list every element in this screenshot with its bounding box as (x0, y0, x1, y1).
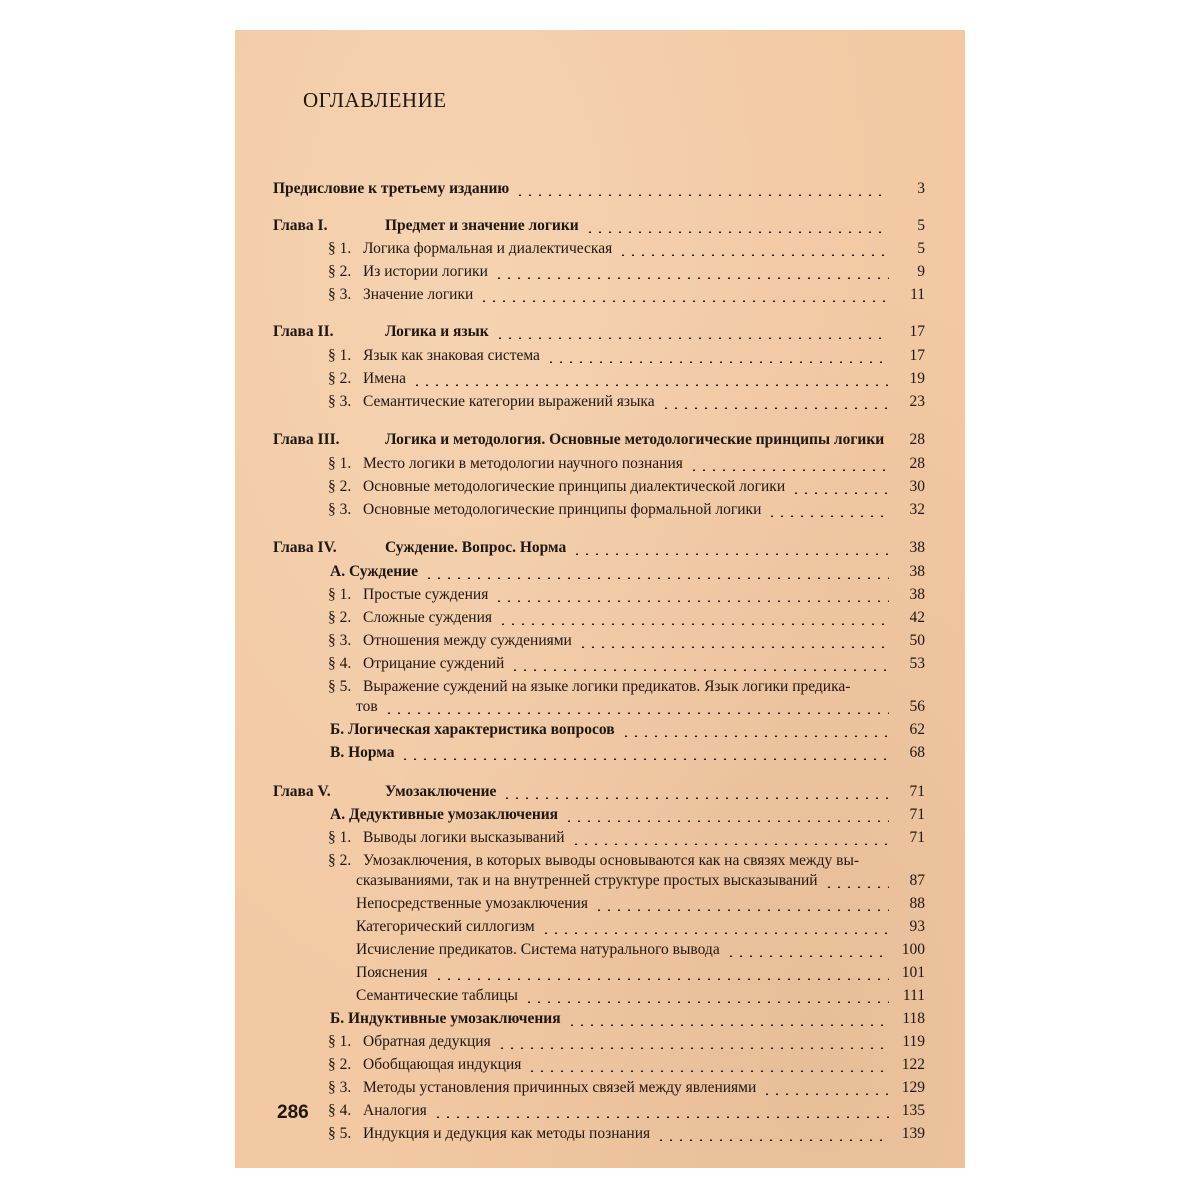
toc-entry (235, 368, 965, 390)
dot-leader (546, 361, 889, 363)
page-title: ОГЛАВЛЕНИЕ (303, 88, 447, 112)
entry-page-number: 19 (909, 370, 925, 387)
toc-entry (235, 781, 965, 803)
entry-title: тов (356, 698, 378, 715)
dot-leader (384, 712, 889, 714)
section-label: § 2. (328, 370, 352, 387)
dot-leader (498, 623, 889, 625)
dot-leader (689, 469, 889, 471)
page-number: 286 (277, 1102, 309, 1123)
toc-entry (235, 215, 965, 237)
section-label: § 3. (328, 501, 352, 518)
toc-entry (235, 893, 965, 915)
toc-entry (235, 850, 965, 872)
entry-page-number: 38 (909, 539, 925, 556)
entry-page-number: 119 (902, 1033, 925, 1050)
entry-page-number: 9 (917, 263, 925, 280)
entry-page-number: 30 (909, 478, 925, 495)
entry-page-number: 42 (909, 609, 925, 626)
entry-page-number: 139 (901, 1125, 925, 1142)
toc-entry (235, 321, 965, 343)
section-label: § 1. (328, 455, 352, 472)
entry-page-number: 23 (909, 393, 925, 410)
section-label: § 1. (328, 1033, 352, 1050)
entry-title: Логика и язык (385, 323, 489, 340)
chapter-label: Глава V. (273, 783, 331, 800)
entry-page-number: 3 (917, 180, 925, 197)
section-label: § 3. (328, 632, 352, 649)
toc-entry (235, 870, 965, 892)
entry-title: Предмет и значение логики (385, 217, 579, 234)
entry-title: А. Дедуктивные умозаключения (330, 806, 559, 823)
toc-entry (235, 499, 965, 521)
entry-title: Обратная дедукция (363, 1033, 491, 1050)
entry-page-number: 71 (909, 783, 925, 800)
entry-title: Основные методологические принципы формальной логики (363, 501, 762, 518)
dot-leader (479, 300, 889, 302)
dot-leader (541, 932, 889, 934)
toc-entry (235, 345, 965, 367)
section-label: § 2. (328, 609, 352, 626)
entry-title: Логика формальная и диалектическая (363, 240, 613, 257)
entry-page-number: 68 (909, 744, 925, 761)
book-page (235, 30, 965, 1168)
entry-title: Сложные суждения (363, 609, 493, 626)
dot-leader (412, 384, 889, 386)
section-label: § 3. (328, 1079, 352, 1096)
entry-title: А. Суждение (330, 563, 418, 580)
toc-entry (235, 261, 965, 283)
entry-title: Значение логики (363, 286, 474, 303)
dot-leader (791, 492, 889, 494)
entry-page-number: 5 (917, 240, 925, 257)
toc-entry (235, 584, 965, 606)
entry-page-number: 71 (909, 829, 925, 846)
toc-entry (235, 607, 965, 629)
toc-entry (235, 630, 965, 652)
entry-page-number: 17 (909, 323, 925, 340)
entry-title: Логика и методология. Основные методологические принципы логики (385, 431, 885, 448)
toc-entry (235, 804, 965, 826)
entry-page-number: 53 (909, 655, 925, 672)
entry-title: В. Норма (330, 744, 395, 761)
entry-page-number: 118 (902, 1010, 925, 1027)
entry-title: Предисловие к третьему изданию (273, 180, 510, 197)
toc-entry (235, 391, 965, 413)
dot-leader (824, 886, 889, 888)
dot-leader (564, 820, 889, 822)
toc-entry (235, 962, 965, 984)
entry-title: Выводы логики высказываний (363, 829, 565, 846)
entry-title: Имена (363, 370, 407, 387)
toc-entry (235, 284, 965, 306)
toc-entry (235, 429, 965, 451)
dot-leader (502, 797, 889, 799)
entry-title: Умозаключения, в которых выводы основываются как на связях между вы- (363, 852, 860, 869)
entry-page-number: 5 (917, 217, 925, 234)
toc-entry (235, 696, 965, 718)
entry-title: Семантические категории выражений языка (363, 393, 655, 410)
entry-title: Аналогия (363, 1102, 427, 1119)
entry-page-number: 71 (909, 806, 925, 823)
entry-page-number: 50 (909, 632, 925, 649)
section-label: § 5. (328, 1125, 352, 1142)
entry-page-number: 28 (909, 455, 925, 472)
dot-leader (510, 669, 889, 671)
section-label: § 2. (328, 263, 352, 280)
dot-leader (585, 231, 889, 233)
entry-page-number: 56 (909, 698, 925, 715)
dot-leader (762, 1093, 889, 1095)
section-label: § 4. (328, 655, 352, 672)
dot-leader (621, 735, 889, 737)
entry-page-number: 38 (909, 563, 925, 580)
dot-leader (400, 758, 889, 760)
toc-entry (235, 1077, 965, 1099)
toc-entry (235, 476, 965, 498)
section-label: § 1. (328, 347, 352, 364)
entry-title: Семантические таблицы (356, 987, 518, 1004)
entry-page-number: 135 (901, 1102, 925, 1119)
toc-entry (235, 1100, 965, 1122)
toc-entry (235, 742, 965, 764)
toc-entry (235, 238, 965, 260)
entry-page-number: 17 (909, 347, 925, 364)
entry-page-number: 129 (901, 1079, 925, 1096)
entry-title: сказываниями, так и на внутренней структуре простых высказываний (356, 872, 818, 889)
section-label: § 1. (328, 829, 352, 846)
entry-page-number: 87 (909, 872, 925, 889)
dot-leader (527, 1070, 889, 1072)
toc-entry (235, 537, 965, 559)
entry-page-number: 100 (901, 941, 925, 958)
toc-entry (235, 1031, 965, 1053)
toc-entry (235, 916, 965, 938)
entry-title: Б. Логическая характеристика вопросов (330, 721, 615, 738)
chapter-label: Глава III. (273, 431, 340, 448)
entry-page-number: 62 (909, 721, 925, 738)
toc-entry (235, 178, 965, 200)
toc-entry (235, 827, 965, 849)
section-label: § 2. (328, 1056, 352, 1073)
entry-page-number: 101 (901, 964, 925, 981)
entry-page-number: 32 (909, 501, 925, 518)
toc-entry (235, 939, 965, 961)
entry-page-number: 11 (910, 286, 925, 303)
entry-title: Б. Индуктивные умозаключения (330, 1010, 561, 1027)
dot-leader (567, 1024, 889, 1026)
dot-leader (495, 337, 889, 339)
chapter-label: Глава II. (273, 323, 334, 340)
entry-title: Исчисление предикатов. Система натурального вывода (356, 941, 720, 958)
toc-entry (235, 719, 965, 741)
entry-page-number: 28 (909, 431, 925, 448)
dot-leader (494, 277, 889, 279)
entry-title: Место логики в методологии научного познания (363, 455, 683, 472)
toc-entry (235, 453, 965, 475)
entry-title: Непосредственные умозаключения (356, 895, 588, 912)
dot-leader (661, 407, 889, 409)
dot-leader (656, 1139, 889, 1141)
dot-leader (515, 194, 889, 196)
toc-entry (235, 1123, 965, 1145)
section-label: § 3. (328, 393, 352, 410)
dot-leader (524, 1001, 889, 1003)
entry-title: Основные методологические принципы диалектической логики (363, 478, 786, 495)
dot-leader (578, 646, 889, 648)
dot-leader (767, 515, 889, 517)
entry-title: Методы установления причинных связей между явлениями (363, 1079, 757, 1096)
dot-leader (494, 600, 889, 602)
entry-title: Простые суждения (363, 586, 489, 603)
dot-leader (424, 577, 889, 579)
entry-title: Отрицание суждений (363, 655, 505, 672)
entry-title: Индукция и дедукция как методы познания (363, 1125, 651, 1142)
section-label: § 3. (328, 286, 352, 303)
entry-title: Обобщающая индукция (363, 1056, 522, 1073)
entry-title: Категорический силлогизм (356, 918, 535, 935)
chapter-label: Глава IV. (273, 539, 337, 556)
chapter-label: Глава I. (273, 217, 328, 234)
entry-title: Пояснения (356, 964, 428, 981)
entry-page-number: 88 (909, 895, 925, 912)
entry-page-number: 122 (901, 1056, 925, 1073)
entry-page-number: 93 (909, 918, 925, 935)
entry-title: Умозаключение (385, 783, 497, 800)
toc-entry (235, 1008, 965, 1030)
toc-entry (235, 985, 965, 1007)
dot-leader (618, 254, 889, 256)
toc-entry (235, 676, 965, 698)
section-label: § 2. (328, 478, 352, 495)
section-label: § 1. (328, 240, 352, 257)
section-label: § 4. (328, 1102, 352, 1119)
toc-entry (235, 1054, 965, 1076)
dot-leader (594, 909, 889, 911)
entry-title: Отношения между суждениями (363, 632, 572, 649)
dot-leader (434, 978, 889, 980)
dot-leader (497, 1047, 889, 1049)
toc-entry (235, 653, 965, 675)
section-label: § 2. (328, 852, 352, 869)
dot-leader (571, 843, 889, 845)
toc-entry (235, 561, 965, 583)
dot-leader (572, 553, 889, 555)
entry-page-number: 38 (909, 586, 925, 603)
section-label: § 1. (328, 586, 352, 603)
entry-title: Суждение. Вопрос. Норма (385, 539, 567, 556)
section-label: § 5. (328, 678, 352, 695)
entry-title: Из истории логики (363, 263, 488, 280)
dot-leader (726, 955, 889, 957)
entry-page-number: 111 (902, 987, 925, 1004)
entry-title: Язык как знаковая система (363, 347, 540, 364)
entry-title: Выражение суждений на языке логики предикатов. Язык логики предика- (363, 678, 851, 695)
dot-leader (433, 1116, 889, 1118)
